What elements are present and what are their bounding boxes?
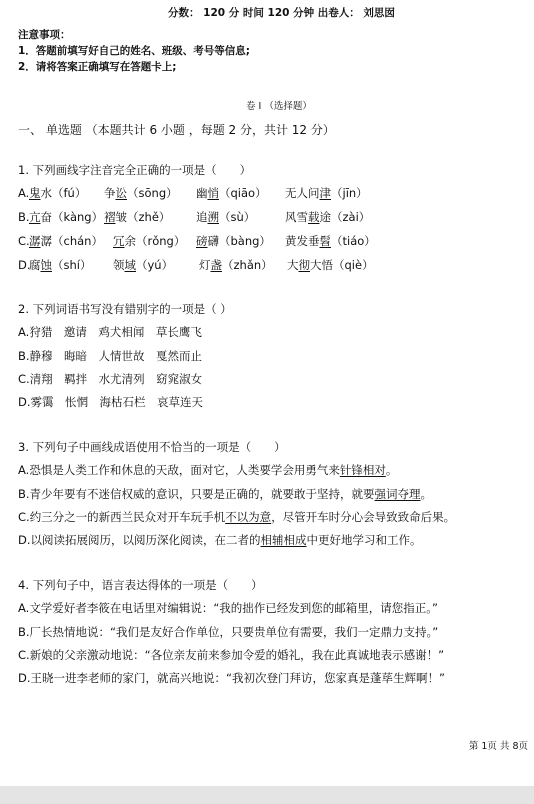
question-3-option-a: A.恐惧是人类工作和休息的天敌，面对它，人类要学会用勇气来针锋相对。 [18, 463, 398, 477]
question-4-option-b: B.厂长热情地说：“我们是友好合作单位，只要贵单位有需要，我们一定鼎力支持。” [18, 625, 439, 639]
question-4-option-c: C.新娘的父亲激动地说：“各位亲友前来参加令爱的婚礼，我在此真诚地表示感谢！” [18, 648, 445, 662]
question-4-option-a: A.文学爱好者李筱在电话里对编辑说：“我的拙作已经发到您的邮箱里，请您指正。” [18, 601, 438, 615]
note-item-1: 1．答题前填写好自己的姓名、班级、考号等信息; [18, 45, 251, 57]
question-2-option-c: C.清翔 羁拌 水尤清列 窈窕淑女 [18, 372, 203, 386]
option-item: 风雪载途（zài） [285, 210, 371, 224]
option-item: 磅礴（bàng） [196, 234, 271, 248]
option-label: A. [18, 186, 30, 200]
question-1-stem: 1. 下列画线字注音完全正确的一项是（ ） [18, 163, 252, 177]
option-item: 腐蚀（shí） [29, 258, 92, 272]
option-item: 亢奋（kàng） [29, 210, 104, 224]
option-item: 领域（yú） [113, 258, 174, 272]
question-4-stem: 4. 下列句子中，语言表达得体的一项是（ ） [18, 578, 263, 592]
option-label: B. [18, 210, 30, 224]
viewer-bottom-bar [0, 786, 534, 804]
option-item: 大彻大悟（qiè） [287, 258, 374, 272]
question-3-option-c: C.约三分之一的新西兰民众对开车玩手机不以为意，尽管开车时分心会导致致命后果。 [18, 510, 456, 524]
question-2-option-b: B.静穆 晦暗 人情世故 戛然而止 [18, 349, 203, 363]
option-label: D. [18, 258, 31, 272]
question-2-option-a: A.狩猎 邀请 鸡犬相闻 草长鹰飞 [18, 325, 202, 339]
question-3-stem: 3. 下列句子中画线成语使用不恰当的一项是（ ） [18, 440, 286, 454]
option-item: 黄发垂髫（tiáo） [285, 234, 376, 248]
option-item: 冗余（rǒng） [113, 234, 186, 248]
note-item-2: 2．请将答案正确填写在答题卡上; [18, 61, 177, 73]
option-item: 无人问津（jīn） [285, 186, 368, 200]
option-item: 鬼水（fú） [29, 186, 87, 200]
option-item: 灯盏（zhǎn） [199, 258, 273, 272]
question-2-stem: 2. 下列词语书写没有错别字的一项是（ ） [18, 302, 232, 316]
exam-header-line: 分数： 120 分 时间 120 分钟 出卷人： 刘思囡 [168, 7, 395, 19]
volume-title: 卷 I （选择题） [246, 101, 312, 112]
notes-title: 注意事项： [18, 29, 71, 41]
option-item: 褶皱（zhě） [104, 210, 171, 224]
option-item: 争讼（sōng） [104, 186, 178, 200]
option-item: 幽悄（qiāo） [196, 186, 267, 200]
question-2-option-d: D.雾霭 怅惘 海枯石栏 哀草连天 [18, 395, 204, 409]
question-3-option-b: B.青少年要有不迷信权威的意识，只要是正确的，就要敢于坚持，就要强词夺理。 [18, 487, 433, 501]
option-label: C. [18, 234, 30, 248]
section-title: 一、 单选题 （本题共计 6 小题 ，每题 2 分，共计 12 分） [18, 123, 335, 137]
option-item: 追溯（sù） [196, 210, 256, 224]
page-number: 第 1页 共 8页 [468, 741, 528, 752]
question-4-option-d: D.王晓一进李老师的家门，就高兴地说：“我初次登门拜访，您家真是蓬荜生辉啊！” [18, 671, 445, 685]
option-item: 潺潺（chán） [29, 234, 103, 248]
question-3-option-d: D.以阅读拓展阅历，以阅历深化阅读，在二者的相辅相成中更好地学习和工作。 [18, 533, 422, 547]
